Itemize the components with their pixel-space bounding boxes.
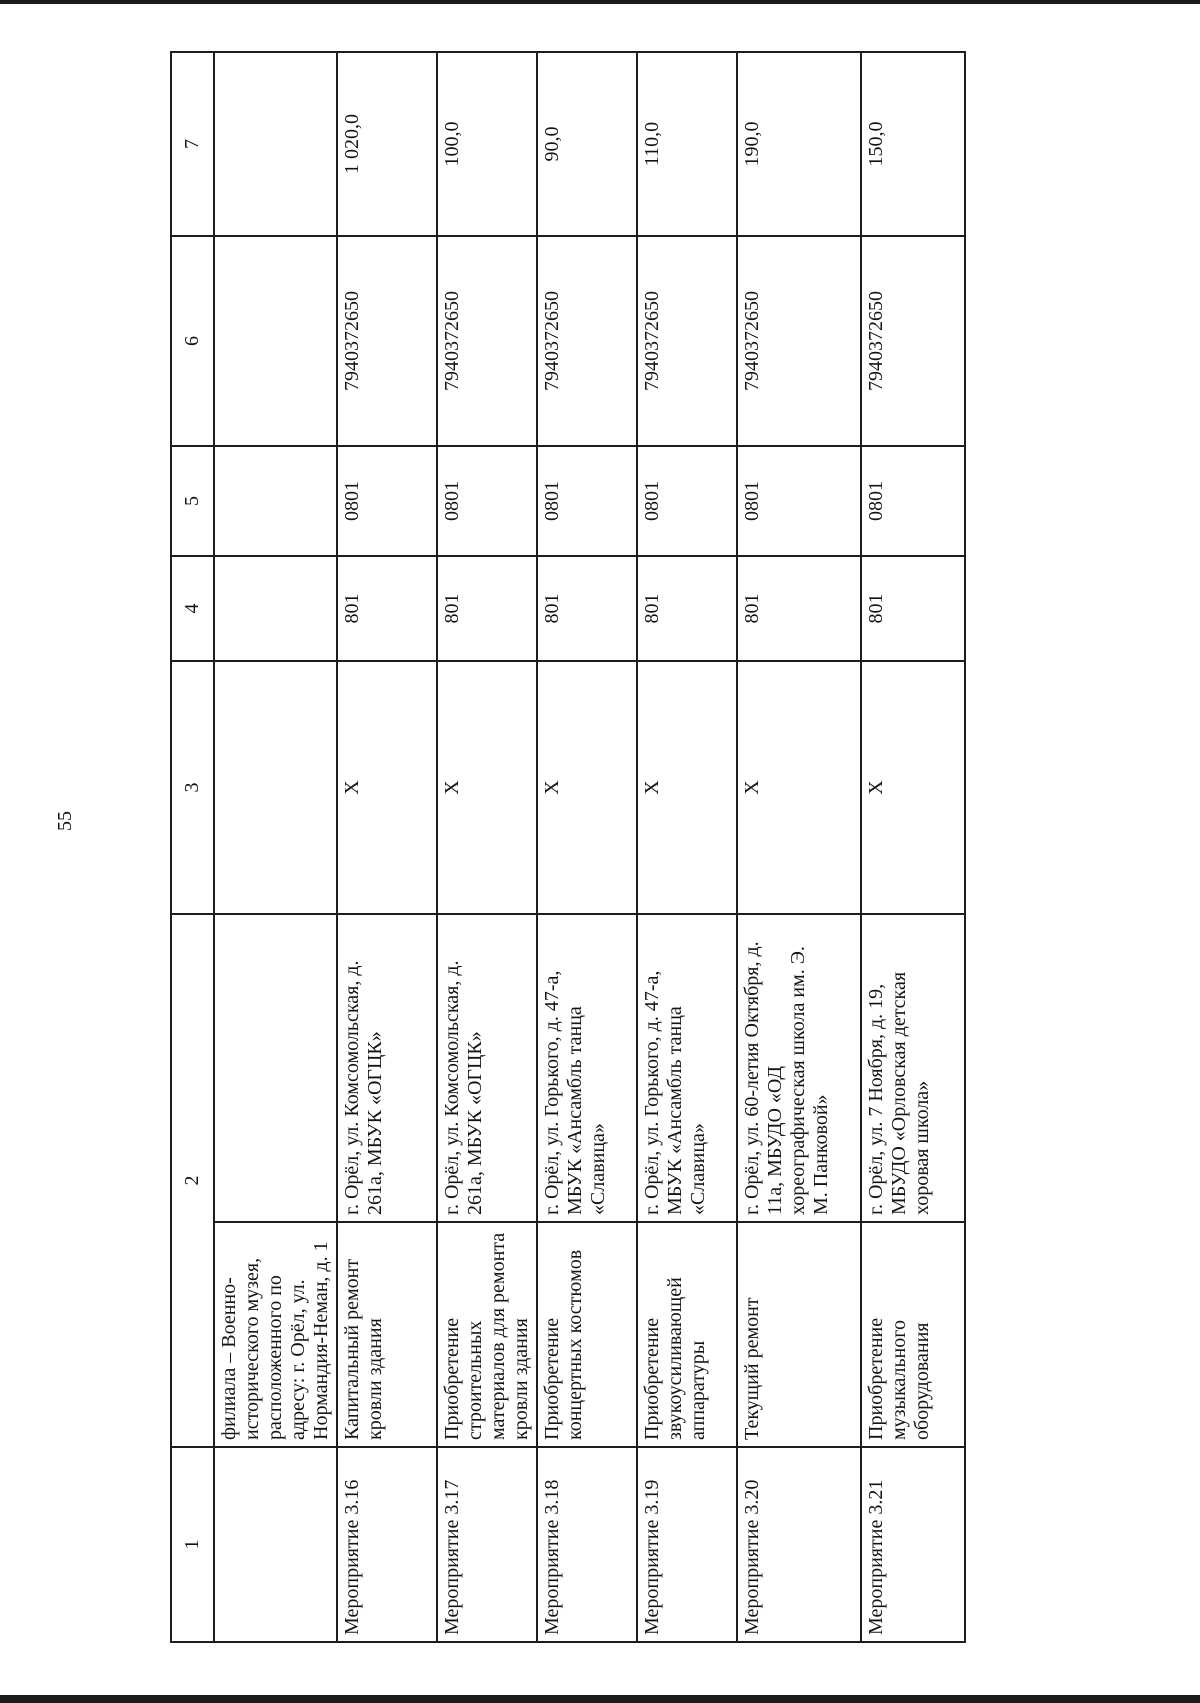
mark-cell: Х [437,661,537,914]
table-row [537,52,637,1642]
header-col-2: 2 [171,914,214,1447]
description-cell: Приобретение звукоусиливающей аппаратуры [637,1222,737,1447]
table-row [437,52,537,1642]
scan-top-edge [0,0,1200,4]
amount-cell: 110,0 [637,52,737,236]
code4-cell: 801 [337,556,437,661]
location-cell: г. Орёл, ул. 7 Ноября, д. 19, МБУДО «Орловская детская хоровая школа» [861,914,965,1222]
event-cell: Мероприятие 3.18 [537,1447,637,1642]
mark-cell [214,661,337,914]
location-cell: г. Орёл, ул. Комсомольская, д. 261а, МБУК «ОГЦК» [437,914,537,1222]
code6-cell: 7940372650 [537,236,637,446]
description-cell: Приобретение музыкального оборудования [861,1222,965,1447]
code6-cell: 7940372650 [437,236,537,446]
mark-cell: Х [861,661,965,914]
event-cell: Мероприятие 3.16 [337,1447,437,1642]
amount-cell: 150,0 [861,52,965,236]
page-number: 55 [54,811,76,831]
measures-table [170,51,966,1643]
code5-cell: 0801 [537,446,637,556]
table-row [737,52,861,1642]
code5-cell: 0801 [637,446,737,556]
code5-cell: 0801 [737,446,861,556]
header-col-6: 6 [171,236,214,446]
code5-cell [214,446,337,556]
header-col-4: 4 [171,556,214,661]
table-row-continuation [214,52,337,1642]
table-row [337,52,437,1642]
code5-cell: 0801 [861,446,965,556]
location-cell: г. Орёл, ул. Комсомольская, д. 261а, МБУК «ОГЦК» [337,914,437,1222]
location-cell [214,914,337,1222]
description-cell: Текущий ремонт [737,1222,861,1447]
header-col-5: 5 [171,446,214,556]
code5-cell: 0801 [437,446,537,556]
header-col-3: 3 [171,661,214,914]
code4-cell: 801 [437,556,537,661]
code6-cell: 7940372650 [737,236,861,446]
description-cell: Приобретение концертных костюмов [537,1222,637,1447]
code6-cell: 7940372650 [637,236,737,446]
code5-cell: 0801 [337,446,437,556]
amount-cell: 190,0 [737,52,861,236]
description-cell: Капитальный ремонт кровли здания [337,1222,437,1447]
code4-cell [214,556,337,661]
table-row [861,52,965,1642]
code6-cell: 7940372650 [861,236,965,446]
table-row [637,52,737,1642]
code6-cell [214,236,337,446]
event-cell: Мероприятие 3.21 [861,1447,965,1642]
column-number-header-row [171,52,214,1642]
amount-cell [214,52,337,236]
code4-cell: 801 [861,556,965,661]
mark-cell: Х [737,661,861,914]
code4-cell: 801 [637,556,737,661]
code4-cell: 801 [737,556,861,661]
event-cell [214,1447,337,1642]
event-cell: Мероприятие 3.20 [737,1447,861,1642]
event-cell: Мероприятие 3.17 [437,1447,537,1642]
code4-cell: 801 [537,556,637,661]
amount-cell: 1 020,0 [337,52,437,236]
event-cell: Мероприятие 3.19 [637,1447,737,1642]
amount-cell: 100,0 [437,52,537,236]
code6-cell: 7940372650 [337,236,437,446]
mark-cell: Х [337,661,437,914]
header-col-7: 7 [171,52,214,236]
location-cell: г. Орёл, ул. Горького, д. 47-а, МБУК «Ансамбль танца «Славица» [537,914,637,1222]
location-cell: г. Орёл, ул. 60-летия Октября, д. 11а, МБУДО «ОД хореографическая школа им. Э. М. Панковой» [737,914,861,1222]
table-rotated-wrapper [170,53,1095,1643]
mark-cell: Х [637,661,737,914]
scan-bottom-edge [0,1695,1200,1703]
description-cell: филиала – Военно-исторического музея, расположенного по адресу: г. Орёл, ул. Нормандия-Неман, д. 1 [214,1222,337,1447]
mark-cell: Х [537,661,637,914]
amount-cell: 90,0 [537,52,637,236]
header-col-1: 1 [171,1447,214,1642]
description-cell: Приобретение строительных материалов для ремонта кровли здания [437,1222,537,1447]
location-cell: г. Орёл, ул. Горького, д. 47-а, МБУК «Ансамбль танца «Славица» [637,914,737,1222]
